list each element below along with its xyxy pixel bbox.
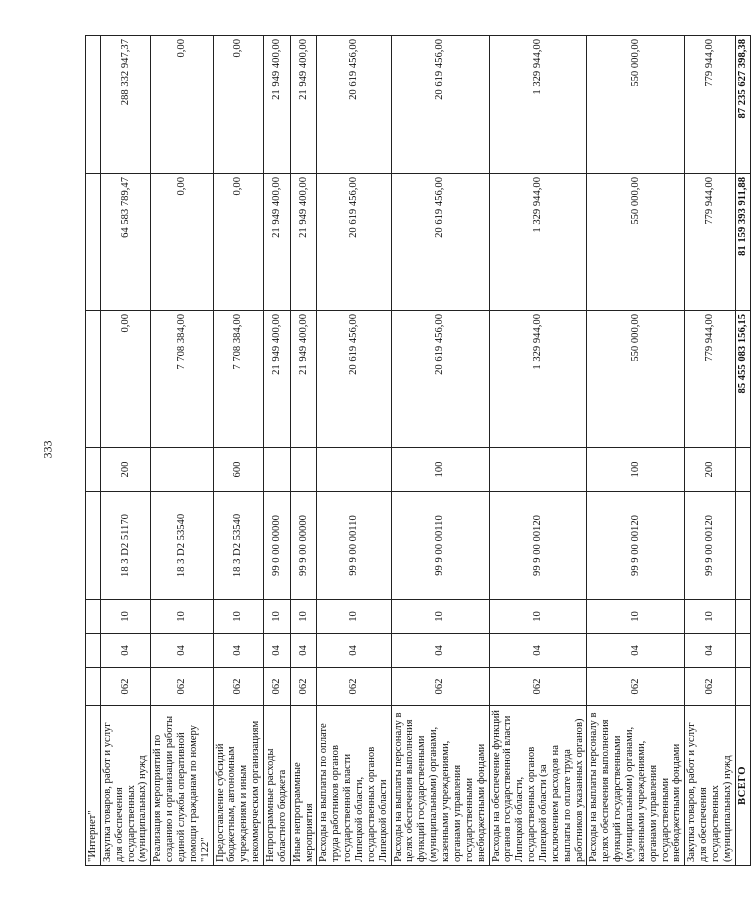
- target-article: 99 0 00 00000: [264, 492, 291, 600]
- section-code: 04: [587, 634, 685, 668]
- empty-cell: [735, 634, 750, 668]
- ministry-code: 062: [317, 668, 391, 706]
- ministry-code: 062: [100, 668, 150, 706]
- target-article: 99 9 00 00000: [290, 492, 317, 600]
- row-name: Реализация мероприятий по созданию и организации работы единой службы оперативной помощи гражданам по номеру "122": [151, 706, 213, 866]
- amount-year-2: 1 329 944,00: [489, 174, 587, 311]
- budget-table-container: [85, 36, 748, 866]
- expense-type: 100: [391, 448, 489, 492]
- amount-year-2: 0,00: [151, 174, 213, 311]
- section-code: 04: [317, 634, 391, 668]
- expense-type: 600: [213, 448, 263, 492]
- ministry-code: 062: [489, 668, 587, 706]
- amount-year-1: 7 708 384,00: [213, 311, 263, 448]
- table-row: [290, 36, 317, 866]
- row-name: Непрограммные расходы областного бюджета: [264, 706, 291, 866]
- table-row: [100, 36, 150, 866]
- amount-year-2: 64 583 789,47: [100, 174, 150, 311]
- table-row: [264, 36, 291, 866]
- amount-year-3: 20 619 456,00: [391, 36, 489, 174]
- target-article: 18 3 D2 53540: [151, 492, 213, 600]
- amount-year-3: 0,00: [151, 36, 213, 174]
- ministry-code: 062: [151, 668, 213, 706]
- target-article: 18 3 D2 51170: [100, 492, 150, 600]
- subsection-code: 10: [317, 600, 391, 634]
- row-name: Расходы на выплаты персоналу в целях обеспечения выполнения функций государственными (муниципальными) органами, казенными учреждениями, органами управления государственными внебюджетными фондами: [587, 706, 685, 866]
- ministry-code: 062: [391, 668, 489, 706]
- expense-type: [489, 448, 587, 492]
- target-article: 18 3 D2 53540: [213, 492, 263, 600]
- ministry-code: 062: [290, 668, 317, 706]
- amount-year-2: 21 949 400,00: [290, 174, 317, 311]
- row-name: "Интернет": [86, 706, 101, 866]
- target-article: 99 9 00 00120: [489, 492, 587, 600]
- expense-type: 200: [685, 448, 735, 492]
- row-name: Предоставление субсидий бюджетным, автономным учреждениям и иным некоммерческим организациям: [213, 706, 263, 866]
- expense-type: 100: [587, 448, 685, 492]
- expense-type: [290, 448, 317, 492]
- row-name: Расходы на обеспечение функций органов государственной власти Липецкой области, государственных органов Липецкой области (за исключением расходов на выплаты по оплате труда работников указанных органов): [489, 706, 587, 866]
- table-row: [587, 36, 685, 866]
- empty-cell: [735, 668, 750, 706]
- table-row: [391, 36, 489, 866]
- section-code: 04: [685, 634, 735, 668]
- section-code: 04: [489, 634, 587, 668]
- expense-type: [317, 448, 391, 492]
- amount-year-3: 0,00: [213, 36, 263, 174]
- empty-cell: [735, 492, 750, 600]
- target-article: 99 9 00 00120: [685, 492, 735, 600]
- total-v1: 85 455 083 156,15: [735, 311, 750, 448]
- expense-type: [264, 448, 291, 492]
- amount-year-2: 20 619 456,00: [317, 174, 391, 311]
- amount-year-3: 20 619 456,00: [317, 36, 391, 174]
- amount-year-2: 779 944,00: [685, 174, 735, 311]
- table-row: [685, 36, 735, 866]
- amount-year-3: 1 329 944,00: [489, 36, 587, 174]
- expense-type: 200: [100, 448, 150, 492]
- target-article: 99 9 00 00110: [317, 492, 391, 600]
- section-code: 04: [391, 634, 489, 668]
- amount-year-3: 21 949 400,00: [264, 36, 291, 174]
- amount-year-3: 288 332 947,37: [100, 36, 150, 174]
- empty-cell: [735, 600, 750, 634]
- total-v2: 81 159 393 911,88: [735, 174, 750, 311]
- amount-year-1: 1 329 944,00: [489, 311, 587, 448]
- amount-year-1: 0,00: [100, 311, 150, 448]
- amount-year-2: 21 949 400,00: [264, 174, 291, 311]
- ministry-code: 062: [213, 668, 263, 706]
- section-code: 04: [264, 634, 291, 668]
- ministry-code: 062: [685, 668, 735, 706]
- subsection-code: 10: [151, 600, 213, 634]
- target-article: 99 9 00 00120: [587, 492, 685, 600]
- amount-year-2: 0,00: [213, 174, 263, 311]
- table-row: [86, 36, 101, 866]
- subsection-code: 10: [213, 600, 263, 634]
- row-name: Иные непрограммные мероприятия: [290, 706, 317, 866]
- amount-year-1: 20 619 456,00: [391, 311, 489, 448]
- ministry-code: 062: [264, 668, 291, 706]
- subsection-code: 10: [685, 600, 735, 634]
- section-code: 04: [290, 634, 317, 668]
- table-row: [151, 36, 213, 866]
- amount-year-1: 779 944,00: [685, 311, 735, 448]
- table-row: [317, 36, 391, 866]
- amount-year-2: 550 000,00: [587, 174, 685, 311]
- amount-year-3: 550 000,00: [587, 36, 685, 174]
- table-row: [213, 36, 263, 866]
- subsection-code: 10: [100, 600, 150, 634]
- amount-year-1: 21 949 400,00: [290, 311, 317, 448]
- subsection-code: 10: [264, 600, 291, 634]
- subsection-code: 10: [587, 600, 685, 634]
- total-v3: 87 235 627 398,38: [735, 36, 750, 174]
- page-number: 333: [40, 440, 55, 459]
- total-row: [735, 36, 750, 866]
- target-article: 99 9 00 00110: [391, 492, 489, 600]
- subsection-code: 10: [391, 600, 489, 634]
- section-code: 04: [100, 634, 150, 668]
- ministry-code: 062: [587, 668, 685, 706]
- row-name: Закупка товаров, работ и услуг для обеспечения государственных (муниципальных) нужд: [100, 706, 150, 866]
- amount-year-1: 550 000,00: [587, 311, 685, 448]
- amount-year-1: 7 708 384,00: [151, 311, 213, 448]
- amount-year-3: 779 944,00: [685, 36, 735, 174]
- subsection-code: 10: [290, 600, 317, 634]
- amount-year-1: 20 619 456,00: [317, 311, 391, 448]
- subsection-code: 10: [489, 600, 587, 634]
- amount-year-1: 21 949 400,00: [264, 311, 291, 448]
- row-name: Закупка товаров, работ и услуг для обеспечения государственных (муниципальных) нужд: [685, 706, 735, 866]
- section-code: 04: [213, 634, 263, 668]
- section-code: 04: [151, 634, 213, 668]
- row-name: Расходы на выплаты персоналу в целях обеспечения выполнения функций государственными (муниципальными) органами, казенными учреждениями, органами управления государственными внебюджетными фондами: [391, 706, 489, 866]
- budget-table: [85, 35, 751, 866]
- expense-type: [151, 448, 213, 492]
- amount-year-2: 20 619 456,00: [391, 174, 489, 311]
- row-name: Расходы на выплаты по оплате труда работников органов государственной власти Липецкой области, государственных органов Липецкой области: [317, 706, 391, 866]
- total-label: ВСЕГО: [735, 706, 750, 866]
- table-row: [489, 36, 587, 866]
- amount-year-3: 21 949 400,00: [290, 36, 317, 174]
- empty-cell: [735, 448, 750, 492]
